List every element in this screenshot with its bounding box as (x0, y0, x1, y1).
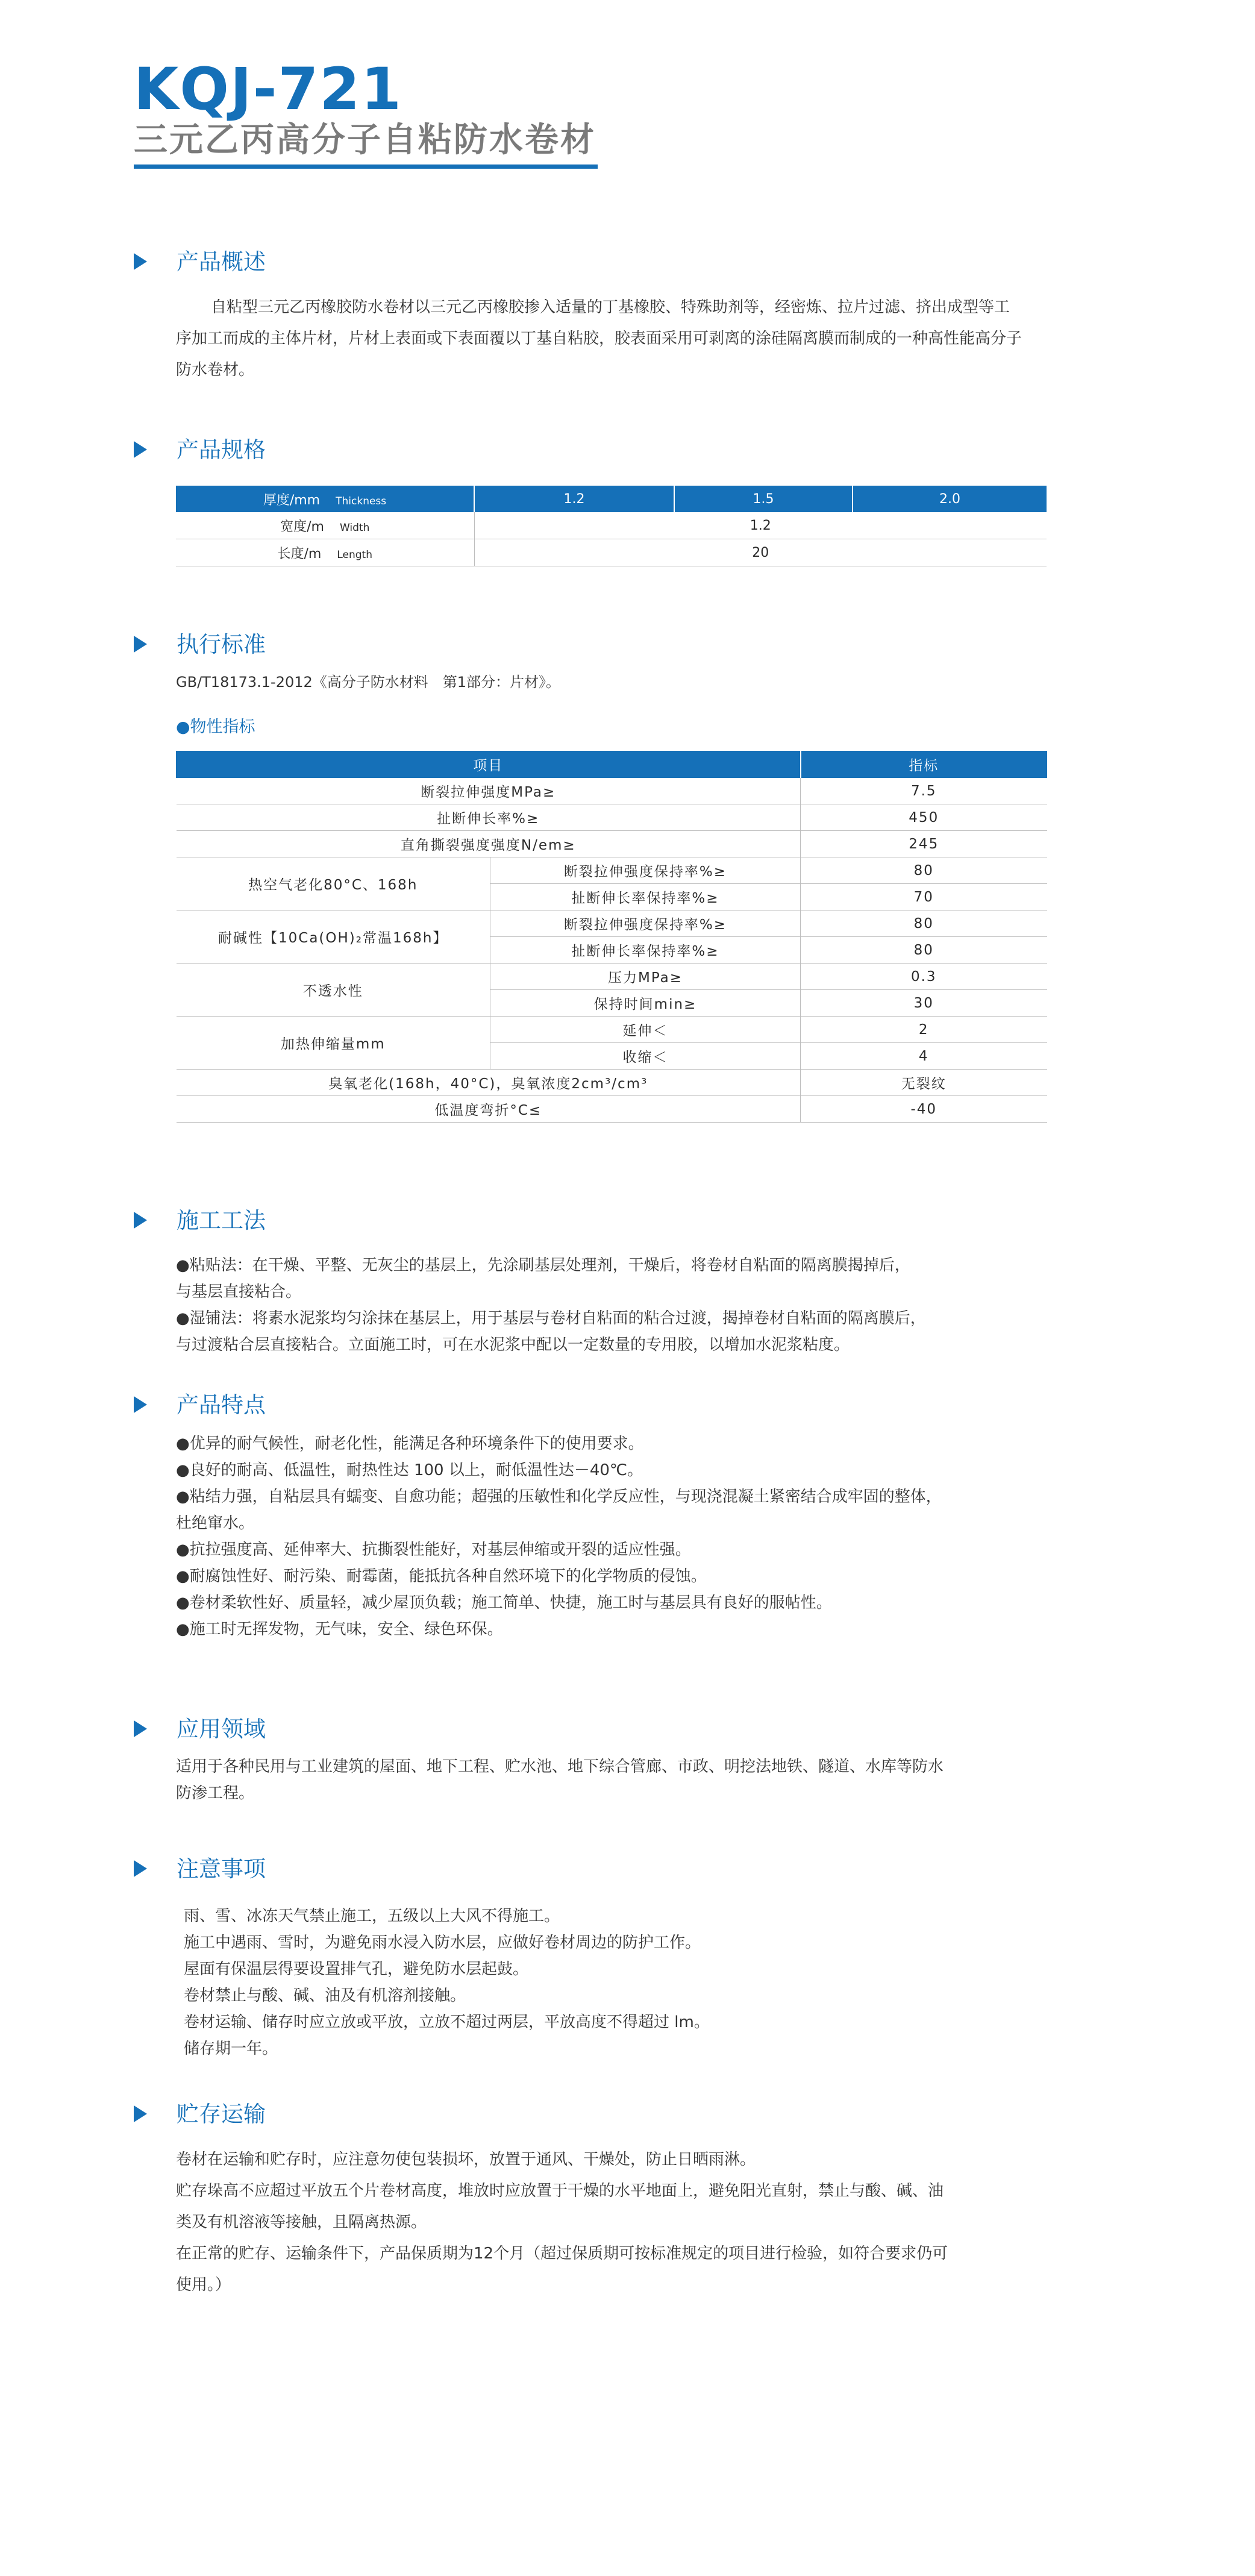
section-title-overview: 产品概述 (177, 249, 266, 275)
property-sub-item: 扯断伸长率保持率%≥ (490, 884, 801, 910)
property-item: 低温度弯折°C≤ (177, 1096, 801, 1123)
property-group: 不透水性 (177, 964, 490, 1017)
table-row (177, 804, 1047, 831)
property-value: 450 (801, 804, 1047, 831)
section-title-notes: 注意事项 (177, 1856, 266, 1882)
notes-list (184, 1903, 710, 2062)
property-sub-item: 收缩＜ (490, 1043, 801, 1070)
table-row (177, 831, 1047, 857)
list-item: 与过渡粘合层直接粘合。立面施工时，可在水泥浆中配以一定数量的专用胶，以增加水泥浆粘度。 (176, 1336, 850, 1354)
list-item: ●优异的耐气候性，耐老化性，能满足各种环境条件下的使用要求。 (176, 1435, 644, 1453)
property-value: 80 (801, 857, 1047, 884)
table-row (177, 1096, 1047, 1123)
spec-row-length (176, 539, 1047, 566)
property-value: 无裂纹 (801, 1070, 1047, 1096)
property-sub-item: 延伸＜ (490, 1017, 801, 1043)
list-item: ●湿铺法：将素水泥浆均匀涂抹在基层上，用于基层与卷材自粘面的粘合过渡，揭掉卷材自粘面的隔离膜后， (176, 1309, 926, 1327)
list-item: 卷材在运输和贮存时，应注意勿使包装损坏，放置于通风、干燥处，防止日晒雨淋。 (176, 2151, 756, 2169)
construction-list (176, 1252, 926, 1358)
list-item: ●粘贴法：在干燥、平整、无灰尘的基层上，先涂刷基层处理剂，干燥后，将卷材自粘面的隔离膜揭掉后， (176, 1256, 910, 1274)
list-item: ●粘结力强，自粘层具有蠕变、自愈功能；超强的压敏性和化学反应性，与现浇混凝土紧密结合成牢固的整体， (176, 1488, 942, 1506)
section-title-storage: 贮存运输 (177, 2101, 266, 2127)
property-value: -40 (801, 1096, 1047, 1123)
property-item: 扯断伸长率%≥ (177, 804, 801, 831)
list-item: 类及有机溶液等接触，且隔离热源。 (176, 2213, 427, 2231)
property-sub-item: 断裂拉伸强度保持率%≥ (490, 857, 801, 884)
property-table-header (177, 751, 1047, 778)
list-item: 卷材运输、储存时应立放或平放，立放不超过两层，平放高度不得超过 lm。 (184, 2013, 710, 2031)
property-value: 2 (801, 1017, 1047, 1043)
list-item: ●良好的耐高、低温性，耐热性达 100 以上，耐低温性达－40℃。 (176, 1461, 643, 1479)
spec-row-label: 宽度/m Width (176, 512, 474, 539)
property-value: 30 (801, 990, 1047, 1017)
list-item: 适用于各种民用与工业建筑的屋面、地下工程、贮水池、地下综合管廊、市政、明挖法地铁、隧道、水库等防水 (176, 1758, 944, 1776)
table-row (177, 1070, 1047, 1096)
section-title-specs: 产品规格 (177, 437, 266, 463)
property-value: 70 (801, 884, 1047, 910)
overview-text: 自粘型三元乙丙橡胶防水卷材以三元乙丙橡胶掺入适量的丁基橡胶、特殊助剂等，经密炼、拉片过滤、挤出成型等工序加工而成的主体片材，片材上表面或下表面覆以丁基自粘胶，胶表面采用可剥离的涂硅隔离膜而制成的一种高性能高分子防水卷材。 (176, 298, 1022, 379)
section-title-features: 产品特点 (177, 1392, 266, 1418)
list-item: 施工中遇雨、雪时，为避免雨水浸入防水层，应做好卷材周边的防护工作。 (184, 1934, 701, 1952)
property-sub-item: 保持时间min≥ (490, 990, 801, 1017)
section-title-construction: 施工工法 (177, 1208, 266, 1233)
property-value: 245 (801, 831, 1047, 857)
list-item: 卷材禁止与酸、碱、油及有机溶剂接触。 (184, 1987, 466, 2005)
list-item: ●耐腐蚀性好、耐污染、耐霉菌，能抵抗各种自然环境下的化学物质的侵蚀。 (176, 1567, 707, 1585)
property-group: 耐碱性【10Ca(OH)₂常温168h】 (177, 910, 490, 964)
table-row (177, 964, 1047, 990)
list-item: 雨、雪、冰冻天气禁止施工，五级以上大风不得施工。 (184, 1907, 560, 1925)
property-header-item: 项目 (177, 751, 801, 778)
property-value: 0.3 (801, 964, 1047, 990)
section-title-standard: 执行标准 (177, 631, 266, 657)
list-item: 与基层直接粘合。 (176, 1283, 302, 1301)
section-marker-icon (134, 1720, 147, 1737)
section-marker-icon (134, 253, 147, 270)
list-item: 杜绝窜水。 (176, 1514, 255, 1532)
property-value: 7.5 (801, 778, 1047, 804)
property-group: 热空气老化80°C、168h (177, 857, 490, 910)
property-table (176, 751, 1047, 1123)
spec-table-header (176, 486, 1047, 512)
spec-row-label: 长度/m Length (176, 539, 474, 566)
section-marker-icon (134, 441, 147, 458)
property-sub-item: 压力MPa≥ (490, 964, 801, 990)
property-sub-item: 断裂拉伸强度保持率%≥ (490, 910, 801, 937)
section-marker-icon (134, 2105, 147, 2122)
property-item: 臭氧老化(168h，40°C)，臭氧浓度2cm³/cm³ (177, 1070, 801, 1096)
spec-thickness-value: 1.5 (674, 486, 853, 512)
spec-row-value: 20 (474, 539, 1047, 566)
storage-text (176, 2144, 948, 2301)
property-item: 断裂拉伸强度MPa≥ (177, 778, 801, 804)
property-value: 4 (801, 1043, 1047, 1070)
list-item: 使用。） (176, 2276, 231, 2294)
property-group: 加热伸缩量mm (177, 1017, 490, 1070)
property-header-value: 指标 (801, 751, 1047, 778)
spec-row-value: 1.2 (474, 512, 1047, 539)
spec-thickness-value: 2.0 (853, 486, 1047, 512)
features-list (176, 1431, 942, 1643)
property-sub-item: 扯断伸长率保持率%≥ (490, 937, 801, 964)
table-row (177, 910, 1047, 937)
product-model: KQJ-721 (134, 55, 402, 123)
title-underline (134, 165, 598, 169)
application-text (176, 1753, 944, 1807)
section-marker-icon (134, 1212, 147, 1229)
property-value: 80 (801, 910, 1047, 937)
list-item: ●卷材柔软性好、质量轻，减少屋顶负载；施工简单、快捷，施工时与基层具有良好的服帖性。 (176, 1594, 832, 1612)
list-item: 储存期一年。 (184, 2040, 278, 2058)
list-item: 贮存垛高不应超过平放五个片卷材高度，堆放时应放置于干燥的水平地面上，避免阳光直射，禁止与酸、碱、油 (176, 2182, 944, 2200)
table-row (177, 778, 1047, 804)
section-marker-icon (134, 1860, 147, 1877)
list-item: 在正常的贮存、运输条件下，产品保质期为12个月（超过保质期可按标准规定的项目进行检验，如符合要求仍可 (176, 2245, 948, 2263)
section-marker-icon (134, 636, 147, 653)
spec-row-width (176, 512, 1047, 539)
list-item: ●施工时无挥发物，无气味，安全、绿色环保。 (176, 1620, 503, 1638)
property-sub-label: ●物性指标 (176, 718, 255, 736)
list-item: ●抗拉强度高、延伸率大、抗撕裂性能好，对基层伸缩或开裂的适应性强。 (176, 1541, 691, 1559)
table-row (177, 1017, 1047, 1043)
list-item: 屋面有保温层得要设置排气孔，避免防水层起鼓。 (184, 1960, 529, 1978)
spec-thickness-value: 1.2 (474, 486, 674, 512)
spec-header-label: 厚度/mm Thickness (176, 486, 474, 512)
section-title-application: 应用领域 (177, 1716, 266, 1742)
table-row (177, 857, 1047, 884)
spec-table (176, 486, 1047, 566)
product-name: 三元乙丙高分子自粘防水卷材 (134, 121, 596, 160)
property-value: 80 (801, 937, 1047, 964)
property-item: 直角撕裂强度强度N/em≥ (177, 831, 801, 857)
section-marker-icon (134, 1396, 147, 1413)
list-item: 防渗工程。 (176, 1784, 255, 1802)
standard-text: GB/T18173.1-2012《高分子防水材料 第1部分：片材》。 (176, 674, 561, 691)
